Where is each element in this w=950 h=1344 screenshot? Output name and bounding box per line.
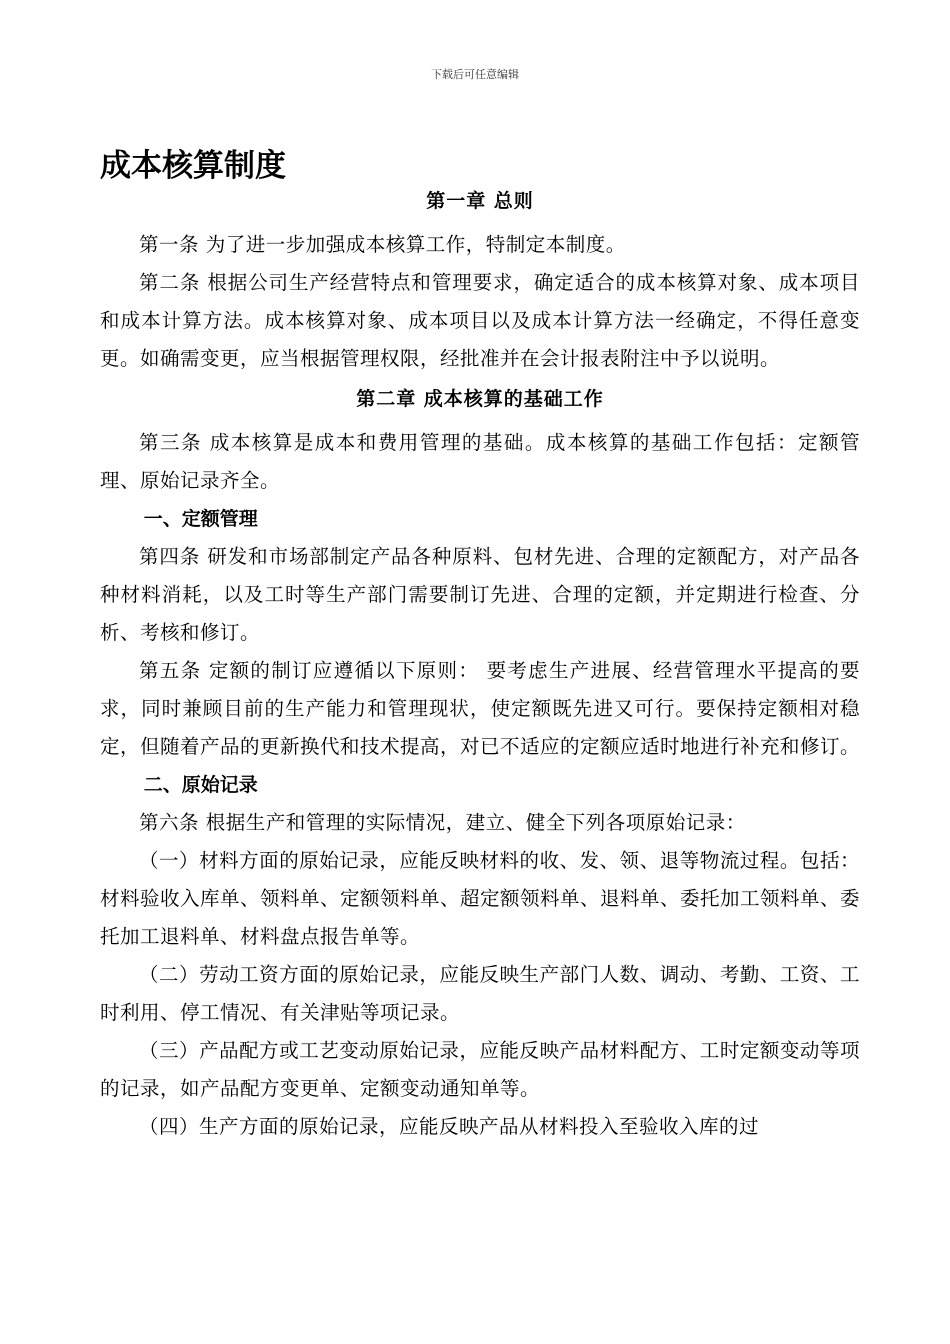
article-6: 第六条 根据生产和管理的实际情况，建立、健全下列各项原始记录： xyxy=(139,811,746,834)
record-item-1: （一）材料方面的原始记录，应能反映材料的收、发、领、退等物流过程。包括：材料验收入库单、领料单、定额领料单、超定额领料单、退料单、委托加工领料单、委托加工退料单、材料盘点报告单等。 xyxy=(100,849,861,948)
record-item-3: （三）产品配方或工艺变动原始记录，应能反映产品材料配方、工时定额变动等项的记录，如产品配方变更单、定额变动通知单等。 xyxy=(100,1039,860,1100)
document-body xyxy=(100,188,860,1146)
article-2: 第二条 根据公司生产经营特点和管理要求，确定适合的成本核算对象、成本项目和成本计算方法。成本核算对象、成本项目以及成本计算方法一经确定，不得任意变更。如确需变更，应当根据管理权限，经批准并在会计报表附注中予以说明。 xyxy=(100,271,860,370)
chapter-1-heading: 第一章 总则 xyxy=(426,190,534,212)
section-1-heading: 一、定额管理 xyxy=(143,508,258,530)
article-4: 第四条 研发和市场部制定产品各种原料、包材先进、合理的定额配方，对产品各种材料消耗，以及工时等生产部门需要制订先进、合理的定额，并定期进行检查、分析、考核和修订。 xyxy=(100,545,860,644)
article-3: 第三条 成本核算是成本和费用管理的基础。成本核算的基础工作包括：定额管理、原始记录齐全。 xyxy=(100,431,860,492)
header-note: 下载后可任意编辑 xyxy=(431,68,519,81)
section-2-heading: 二、原始记录 xyxy=(143,774,258,796)
article-1: 第一条 为了进一步加强成本核算工作，特制定本制度。 xyxy=(139,233,626,256)
chapter-2-heading: 第二章 成本核算的基础工作 xyxy=(356,388,604,410)
record-item-4: （四）生产方面的原始记录，应能反映产品从材料投入至验收入库的过 xyxy=(139,1115,760,1138)
article-5: 第五条 定额的制订应遵循以下原则： 要考虑生产进展、经营管理水平提高的要求，同时兼顾目前的生产能力和管理现状，使定额既先进又可行。要保持定额相对稳定，但随着产品的更新换代和技术提高，对已不适应的定额应适时地进行补充和修订。 xyxy=(100,659,861,758)
document-title: 成本核算制度 xyxy=(100,148,286,184)
record-item-2: （二）劳动工资方面的原始记录，应能反映生产部门人数、调动、考勤、工资、工时利用、停工情况、有关津贴等项记录。 xyxy=(100,963,860,1024)
